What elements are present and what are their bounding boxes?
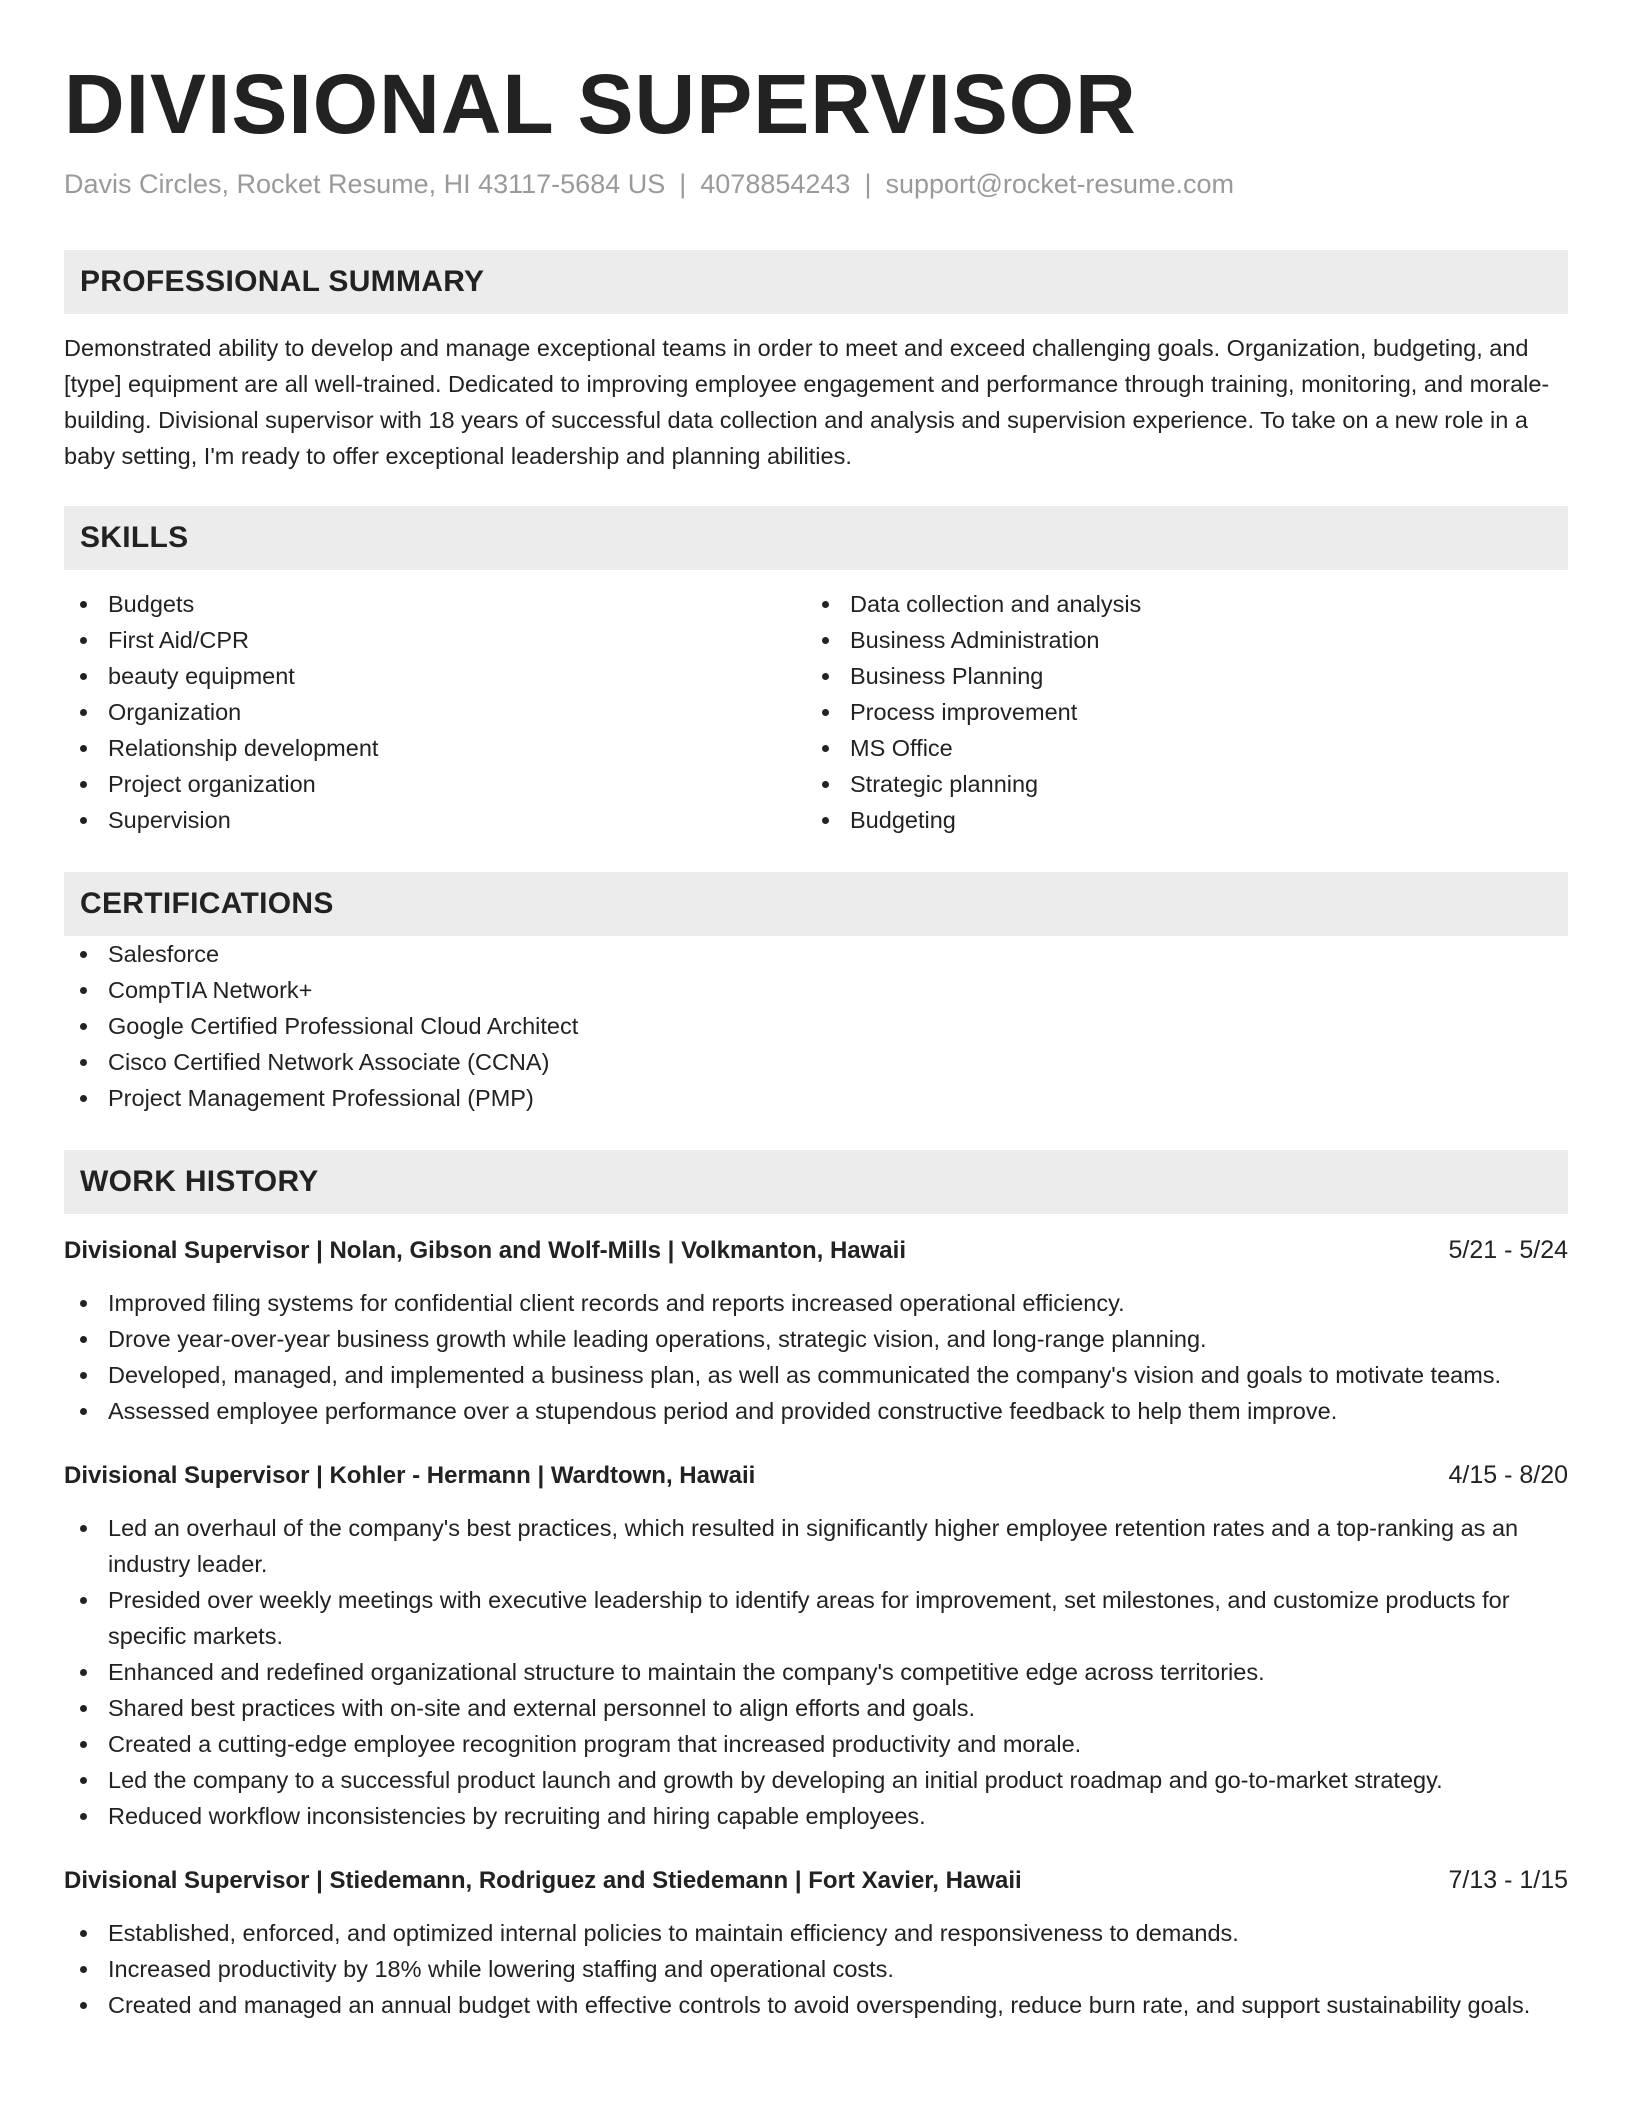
job-dates: 5/21 - 5/24	[1448, 1236, 1568, 1264]
job-entry	[64, 1232, 1568, 1429]
skill-item: Process improvement	[806, 694, 1548, 730]
job-header	[64, 1232, 1568, 1269]
job-dates: 4/15 - 8/20	[1448, 1461, 1568, 1489]
job-bullet: Reduced workflow inconsistencies by recruiting and hiring capable employees.	[64, 1798, 1568, 1834]
job-bullet: Created and managed an annual budget with effective controls to avoid overspending, reduce burn rate, and support sustainability goals.	[64, 1987, 1568, 2023]
skills-grid	[64, 586, 1568, 838]
section-header-summary: PROFESSIONAL SUMMARY	[64, 250, 1568, 314]
section-header-skills: SKILLS	[64, 506, 1568, 570]
skill-item: First Aid/CPR	[64, 622, 806, 658]
job-bullet: Increased productivity by 18% while lowering staffing and operational costs.	[64, 1951, 1568, 1987]
skill-item: Budgeting	[806, 802, 1548, 838]
resume-name: DIVISIONAL SUPERVISOR	[64, 57, 1137, 151]
job-bullet: Shared best practices with on-site and external personnel to align efforts and goals.	[64, 1690, 1568, 1726]
job-bullets	[64, 1915, 1568, 2023]
certification-item: Cisco Certified Network Associate (CCNA)	[64, 1044, 1568, 1080]
job-heading: Divisional Supervisor | Nolan, Gibson and Wolf-Mills | Volkmanton, Hawaii	[64, 1237, 906, 1264]
skill-item: Data collection and analysis	[806, 586, 1548, 622]
skill-item: Strategic planning	[806, 766, 1548, 802]
job-bullet: Drove year-over-year business growth while leading operations, strategic vision, and long-range planning.	[64, 1321, 1568, 1357]
skill-item: Business Administration	[806, 622, 1548, 658]
skill-item: Supervision	[64, 802, 806, 838]
job-heading: Divisional Supervisor | Kohler - Hermann | Wardtown, Hawaii	[64, 1462, 756, 1489]
certification-item: Google Certified Professional Cloud Architect	[64, 1008, 1568, 1044]
job-bullet: Led the company to a successful product launch and growth by developing an initial product roadmap and go-to-market strategy.	[64, 1762, 1568, 1798]
skill-item: Project organization	[64, 766, 806, 802]
skill-item: beauty equipment	[64, 658, 806, 694]
contact-line	[64, 166, 1568, 202]
skill-item: MS Office	[806, 730, 1548, 766]
job-bullet: Led an overhaul of the company's best practices, which resulted in significantly higher employee retention rates and a top-ranking as an industry leader.	[64, 1510, 1568, 1582]
skill-item: Budgets	[64, 586, 806, 622]
certification-item: Project Management Professional (PMP)	[64, 1080, 1568, 1116]
section-header-certifications: CERTIFICATIONS	[64, 872, 1568, 936]
job-bullet: Created a cutting-edge employee recognition program that increased productivity and morale.	[64, 1726, 1568, 1762]
contact-address: Davis Circles, Rocket Resume, HI 43117-5684 US	[64, 169, 666, 199]
certification-item: Salesforce	[64, 936, 1568, 972]
job-bullet: Established, enforced, and optimized internal policies to maintain efficiency and responsiveness to demands.	[64, 1915, 1568, 1951]
job-entry	[64, 1457, 1568, 1834]
skills-list-right	[806, 586, 1548, 838]
skills-list-left	[64, 586, 806, 838]
contact-phone: 4078854243	[700, 169, 851, 199]
certification-item: CompTIA Network+	[64, 972, 1568, 1008]
job-dates: 7/13 - 1/15	[1448, 1866, 1568, 1894]
skill-item: Business Planning	[806, 658, 1548, 694]
job-heading: Divisional Supervisor | Stiedemann, Rodriguez and Stiedemann | Fort Xavier, Hawaii	[64, 1867, 1022, 1894]
job-bullet: Presided over weekly meetings with executive leadership to identify areas for improvement, set milestones, and customize products for specific markets.	[64, 1582, 1568, 1654]
contact-separator: |	[679, 169, 687, 199]
section-header-work-history: WORK HISTORY	[64, 1150, 1568, 1214]
contact-separator: |	[864, 169, 872, 199]
certifications-list	[64, 936, 1568, 1116]
skill-item: Organization	[64, 694, 806, 730]
job-bullet: Developed, managed, and implemented a business plan, as well as communicated the company's vision and goals to motivate teams.	[64, 1357, 1568, 1393]
job-bullet: Enhanced and redefined organizational structure to maintain the company's competitive edge across territories.	[64, 1654, 1568, 1690]
job-bullets	[64, 1285, 1568, 1429]
skill-item: Relationship development	[64, 730, 806, 766]
contact-email: support@rocket-resume.com	[885, 169, 1234, 199]
job-bullet: Improved filing systems for confidential client records and reports increased operational efficiency.	[64, 1285, 1568, 1321]
job-header	[64, 1457, 1568, 1494]
job-bullet: Assessed employee performance over a stupendous period and provided constructive feedback to help them improve.	[64, 1393, 1568, 1429]
summary-text: Demonstrated ability to develop and manage exceptional teams in order to meet and exceed challenging goals. Organization, budgeting, and [type] equipment are all well-trained. Dedicated to improving employee engagement and performance through training, monitoring, and morale-building. Divisional supervisor with 18 years of successful data collection and analysis and supervision experience. To take on a new role in a baby setting, I'm ready to offer exceptional leadership and planning abilities.	[64, 335, 1550, 469]
job-bullets	[64, 1510, 1568, 1834]
job-header	[64, 1862, 1568, 1899]
job-entry	[64, 1862, 1568, 2023]
